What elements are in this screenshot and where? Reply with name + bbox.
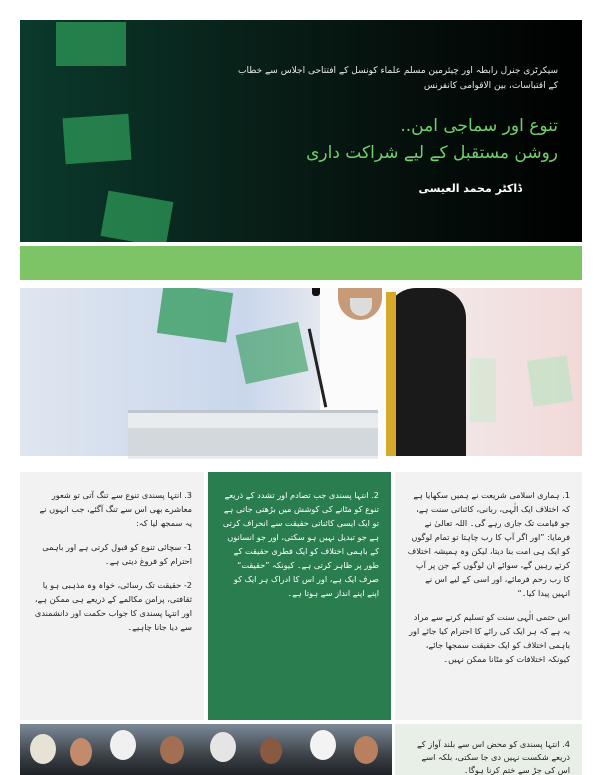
column-right-bottom — [395, 724, 582, 775]
header-banner — [20, 20, 582, 242]
decorative-square — [527, 355, 573, 406]
speaker-robe — [386, 288, 466, 456]
attendee — [30, 734, 56, 764]
attendee — [160, 736, 184, 764]
attendee — [210, 732, 236, 762]
header-kicker: سیکرٹری جنرل رابطہ اور چیئرمین مسلم علماء کونسل کے افتتاحی اجلاس سے خطاب کے اقتباسات، بین الاقوامی کانفرنس — [238, 66, 558, 91]
attendee — [354, 736, 378, 764]
article-title-line2: روشن مستقبل کے لیے شراکت داری — [306, 143, 558, 163]
decorative-square — [56, 22, 126, 66]
attendee — [70, 738, 92, 766]
author-name: ڈاکٹر محمد العیسی — [418, 182, 522, 195]
decorative-square — [470, 358, 496, 422]
attendee — [260, 738, 282, 764]
point-1-text: 1. ہماری اسلامی شریعت نے ہمیں سکھایا ہے کہ اختلاف ایک الٰہی، ربانی، کائناتی سنت ہے، جو قیامت تک جاری رہے گی۔ اللہ تعالیٰ نے فرمایا: ”اور اگر آپ کا رب چاہتا تو تمام لوگوں کو ایک ہی امت بنا دیتا، لیکن وہ ہمیشہ اختلاف کرتے رہیں گے، سوائے ان لوگوں کے جن پر آپ کا رب رحم فرمائے، اور اسی کے لیے اس نے انہیں پیدا کیا۔“ — [407, 490, 570, 598]
green-divider-bar — [20, 246, 582, 280]
point-3-item-2: 2- حقیقت تک رسائی، خواہ وہ مذہبی ہو یا ثقافتی، پرامن مکالمے کے ذریعے ہی ممکن ہے، اور انتہا پسندی کا جواب حکمت اور دانشمندی سے دیا جانا چاہیے۔ — [34, 580, 192, 632]
robe-gold-trim — [386, 292, 396, 456]
point-2-text: 2. انتہا پسندی جب تصادم اور تشدد کے ذریعے تنوع کو مٹانے کی کوشش میں بڑھتی جاتی ہے تو ایک ایسی کائناتی حقیقت سے انحراف کرتی ہے جو تبدیل نہیں ہو سکتی، اور جو انسانوں کے باہمی اختلاف کو ایک فطری حقیقت کے طور پر ظاہر کرتی ہے۔ کیونکہ ”حقیقت“ صرف ایک ہے، اور اس کا ادراک ہر ایک کو اپنے اپنے انداز سے ہوتا ہے۔ — [222, 490, 379, 598]
article-title-line1: تنوع اور سماجی امن.. — [400, 116, 558, 136]
decorative-square — [236, 322, 309, 384]
microphone-icon — [312, 288, 320, 296]
podium-front — [128, 428, 378, 456]
point-3-item-1: 1- سچائی تنوع کو قبول کرتی ہے اور باہمی احترام کو فروغ دیتی ہے۔ — [42, 542, 192, 566]
attendee — [310, 730, 336, 760]
point-4-text: 4. انتہا پسندی کو محض اس سے بلند آواز کے ذریعے شکست نہیں دی جا سکتی، بلکہ اسے اس کی جڑ سے ختم کرنا ہوگا۔ — [417, 739, 570, 775]
decorative-square — [62, 114, 131, 164]
point-1-continued: اس حتمی الٰہی سنت کو تسلیم کرنے سے مراد یہ ہے کہ ہر ایک کی رائے کا احترام کیا جائے اور باہمی اختلاف کو ایک حقیقت سمجھا جائے، کیونکہ اختلافات کو مٹانا ممکن نہیں۔ — [409, 612, 570, 664]
decorative-square — [101, 191, 174, 242]
decorative-square — [157, 288, 233, 343]
column-middle — [208, 472, 391, 720]
crowd-photo — [20, 724, 392, 775]
attendee — [110, 730, 136, 760]
column-right — [395, 472, 582, 720]
column-left — [20, 472, 204, 720]
point-3-text: 3. انتہا پسندی تنوع سے تنگ آتی تو شعور معاشرے بھی اس سے تنگ آگئے، جب انہوں نے یہ سمجھ لیا کہ: — [39, 490, 192, 528]
